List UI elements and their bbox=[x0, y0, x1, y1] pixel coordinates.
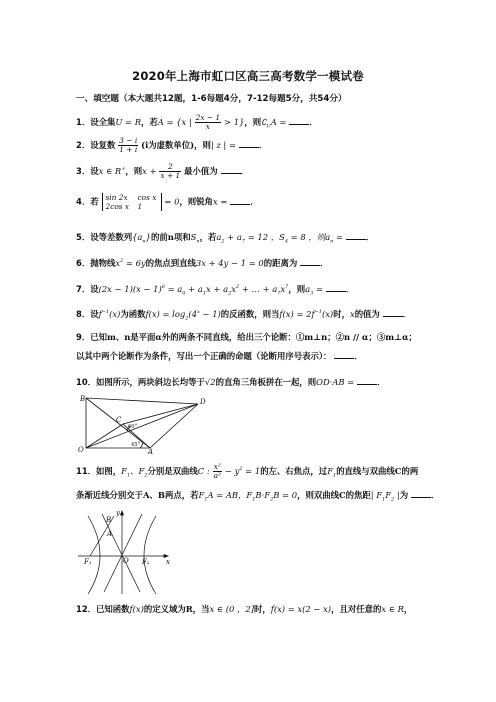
answer-blank[interactable] bbox=[230, 196, 250, 205]
question-5: 5．设等差数列$\{a_n\}$的前n项和$S_n$，若$a_2 + a_7 = 12$ ，$S_4 = 8$ ，则$a_n$ = ． bbox=[76, 232, 375, 245]
figure-triangles bbox=[78, 392, 208, 454]
figure-hyperbola bbox=[76, 508, 172, 596]
label-C: C bbox=[116, 416, 122, 424]
question-3: 3．设x ∈ R+，则x + $\frac{2}{x + 1}$ 最小值为 ． bbox=[76, 162, 249, 180]
label-y: y bbox=[116, 509, 120, 517]
question-9-line-2: 以其中两个论断作为条件，写出一个正确的命题（论断用序号表示）： ． bbox=[76, 351, 363, 361]
asymptote-1 bbox=[104, 514, 142, 592]
label-45-degrees: 45° bbox=[131, 442, 141, 448]
question-11: 11．如图，$F_1$、$F_2$分别是双曲线C : $\frac{\text{x²}}{\text{a²}}$ − $y^2 = 1$的左、右焦点，过$F_1$的直线与双曲线C的两 bbox=[76, 462, 419, 480]
label-A: A bbox=[148, 448, 154, 454]
label-A: A bbox=[107, 530, 113, 538]
hyperbola-left-branch bbox=[88, 516, 100, 594]
answer-blank[interactable] bbox=[411, 489, 431, 498]
question-7: 7．设$(2x - 1)(x - 1)^6 = a_0 + a_1x + a_2x^2$ + … + $a_7x^7$，则$a_3$ = ． bbox=[76, 283, 355, 297]
label-F2: F₂ bbox=[142, 558, 150, 566]
question-8: 8．设$f^{-1}(x)$为函数$f(x) = \log_2(4^x - 1)$的反函数，则当$f(x) = 2f^{-1}(x)$时，x的值为 ． bbox=[76, 308, 412, 322]
answer-blank[interactable] bbox=[300, 257, 320, 266]
asymptote-2 bbox=[102, 514, 140, 592]
y-axis-arrow bbox=[121, 511, 124, 515]
fraction: $\frac{2}{x + 1}$ bbox=[160, 162, 181, 180]
page-title: 2020年上海市虹口区高三高考数学一模试卷 bbox=[132, 69, 364, 83]
answer-blank[interactable] bbox=[289, 116, 309, 125]
question-9: 9．已知m、n是平面α外的两条不同直线，给出三个论断：①m⊥n；②n // α；③m⊥α； bbox=[76, 332, 417, 342]
answer-blank[interactable] bbox=[357, 376, 377, 385]
answer-blank[interactable] bbox=[383, 308, 403, 317]
angle-arc-45 bbox=[140, 442, 143, 448]
fraction: $\frac{2x - 1}{x}$ bbox=[195, 113, 221, 131]
question-1: 1．设全集U = R，若A = {x | $\frac{2x - 1}{x}$ > 1}，则$∁_UA$ = ． bbox=[76, 113, 318, 131]
section-heading: 一、填空题（本大题共12题，1-6每题4分，7-12每题5分，共54分） bbox=[76, 94, 347, 104]
answer-blank[interactable] bbox=[221, 165, 241, 174]
label-B: B bbox=[106, 516, 112, 524]
label-D: D bbox=[200, 398, 206, 406]
answer-blank[interactable] bbox=[326, 283, 346, 292]
answer-blank[interactable] bbox=[239, 139, 259, 148]
answer-blank[interactable] bbox=[346, 231, 366, 240]
label-B: B bbox=[80, 395, 86, 403]
fraction: $\frac{\text{x²}}{\text{a²}}$ bbox=[213, 462, 221, 480]
label-x: x bbox=[166, 558, 170, 566]
label-F1: F₁ bbox=[84, 558, 92, 566]
question-2: 2．设复数 $\frac{3 - i}{1 + i}$ (i为虚数单位)，则| z | = ． bbox=[76, 136, 268, 154]
question-12: 12．已知函数f(x)的定义域为R，当x ∈ (0 ，2]时，f(x) = x(2 − x)，且对任意的x ∈ R， bbox=[76, 604, 413, 614]
question-6: 6．抛物线$x^2 = 6y$的焦点到直线3x + 4y − 1 = 0的距离为 ． bbox=[76, 257, 329, 268]
segment-BD bbox=[86, 398, 198, 404]
fraction: $\frac{3 - i}{1 + i}$ bbox=[119, 136, 138, 154]
label-O: O bbox=[78, 446, 84, 454]
hyperbola-right-branch bbox=[144, 516, 156, 594]
question-4: 4．若 sin 2x cos x 2cos x 1 = 0，则锐角x = ． bbox=[76, 193, 259, 211]
label-O: O bbox=[123, 557, 129, 565]
question-10: 10．如图所示，两块斜边长均等于√2的直角三角板拼在一起，则OD·AB = ． bbox=[76, 377, 386, 387]
determinant: sin 2x cos x 2cos x 1 bbox=[102, 193, 162, 211]
label-60-degrees: 60° bbox=[128, 424, 138, 430]
question-11-line-2: 条渐近线分别交于A、B两点，若$F_1A$ = AB，$F_1B\cdot F_2B = 0$，则双曲线C的焦距| $F_1F_2$ |为 ． bbox=[76, 490, 440, 503]
answer-blank[interactable] bbox=[334, 350, 354, 359]
